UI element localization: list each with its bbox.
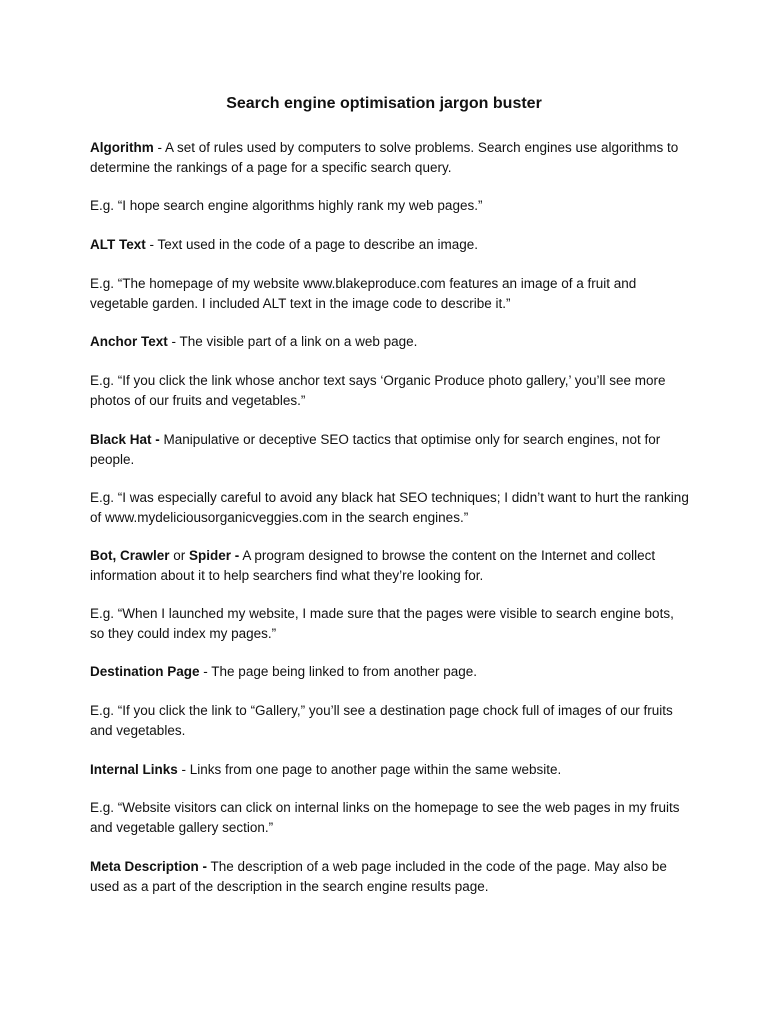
entry-definition: The description of a web page included in the code of the page. May also be used as a part of the description in the search engine results page. — [90, 859, 667, 894]
entry-term: Internal Links — [90, 762, 178, 777]
entry-term-joiner: or — [169, 548, 190, 563]
entry-alt-text-definition — [90, 235, 690, 255]
entry-definition: The visible part of a link on a web page. — [179, 334, 418, 349]
entry-separator: - — [145, 237, 158, 252]
entry-separator: - — [153, 140, 166, 155]
entry-term-secondary: Spider - — [189, 548, 240, 563]
entry-definition: Text used in the code of a page to describe an image. — [157, 237, 478, 252]
entry-definition: A program designed to browse the content on the Internet and collect information about it to help searchers find what they’re looking for. — [90, 548, 656, 583]
entry-destination-page-definition — [90, 662, 690, 682]
entry-black-hat-example: E.g. “I was especially careful to avoid any black hat SEO techniques; I didn’t want to hurt the ranking of www.mydeliciousorganicveggies.com in the search engines.” — [90, 490, 689, 525]
document-title: Search engine optimisation jargon buster — [226, 95, 542, 112]
entry-term: Meta Description - — [90, 859, 208, 874]
entry-term: Black Hat - — [90, 432, 160, 447]
entry-term: Bot, Crawler — [90, 548, 170, 563]
entry-destination-page-example: E.g. “If you click the link to “Gallery,” you’ll see a destination page chock full of images of our fruits and vegetables. — [90, 703, 673, 738]
entry-term: ALT Text — [90, 237, 146, 252]
entry-internal-links-example: E.g. “Website visitors can click on internal links on the homepage to see the web pages in my fruits and vegetable gallery section.” — [90, 800, 680, 835]
entry-term: Destination Page — [90, 664, 200, 679]
entry-separator: - — [167, 334, 180, 349]
entry-term: Algorithm — [90, 140, 154, 155]
entry-internal-links-definition — [90, 760, 690, 780]
entry-separator: - — [177, 762, 190, 777]
entry-algorithm-example: E.g. “I hope search engine algorithms highly rank my web pages.” — [90, 198, 483, 213]
entry-definition: Manipulative or deceptive SEO tactics that optimise only for search engines, not for people. — [90, 432, 661, 467]
entry-algorithm-definition — [90, 138, 690, 178]
entry-bot-crawler-spider-example: E.g. “When I launched my website, I made sure that the pages were visible to search engine bots, so they could index my pages.” — [90, 606, 674, 641]
entry-definition: The page being linked to from another page. — [211, 664, 477, 679]
entry-anchor-text-definition — [90, 332, 690, 352]
entry-black-hat-definition — [90, 430, 690, 470]
entry-meta-description-definition — [90, 857, 690, 897]
entry-alt-text-example: E.g. “The homepage of my website www.blakeproduce.com features an image of a fruit and vegetable garden. I included ALT text in the image code to describe it.” — [90, 276, 637, 311]
entry-definition: Links from one page to another page within the same website. — [189, 762, 562, 777]
entry-bot-crawler-spider-definition — [90, 546, 690, 586]
entry-definition: A set of rules used by computers to solve problems. Search engines use algorithms to determine the rankings of a page for a specific search query. — [90, 140, 679, 175]
entry-anchor-text-example: E.g. “If you click the link whose anchor text says ‘Organic Produce photo gallery,’ you’ll see more photos of our fruits and vegetables.” — [90, 373, 666, 408]
entry-separator: - — [199, 664, 212, 679]
entry-term: Anchor Text — [90, 334, 168, 349]
